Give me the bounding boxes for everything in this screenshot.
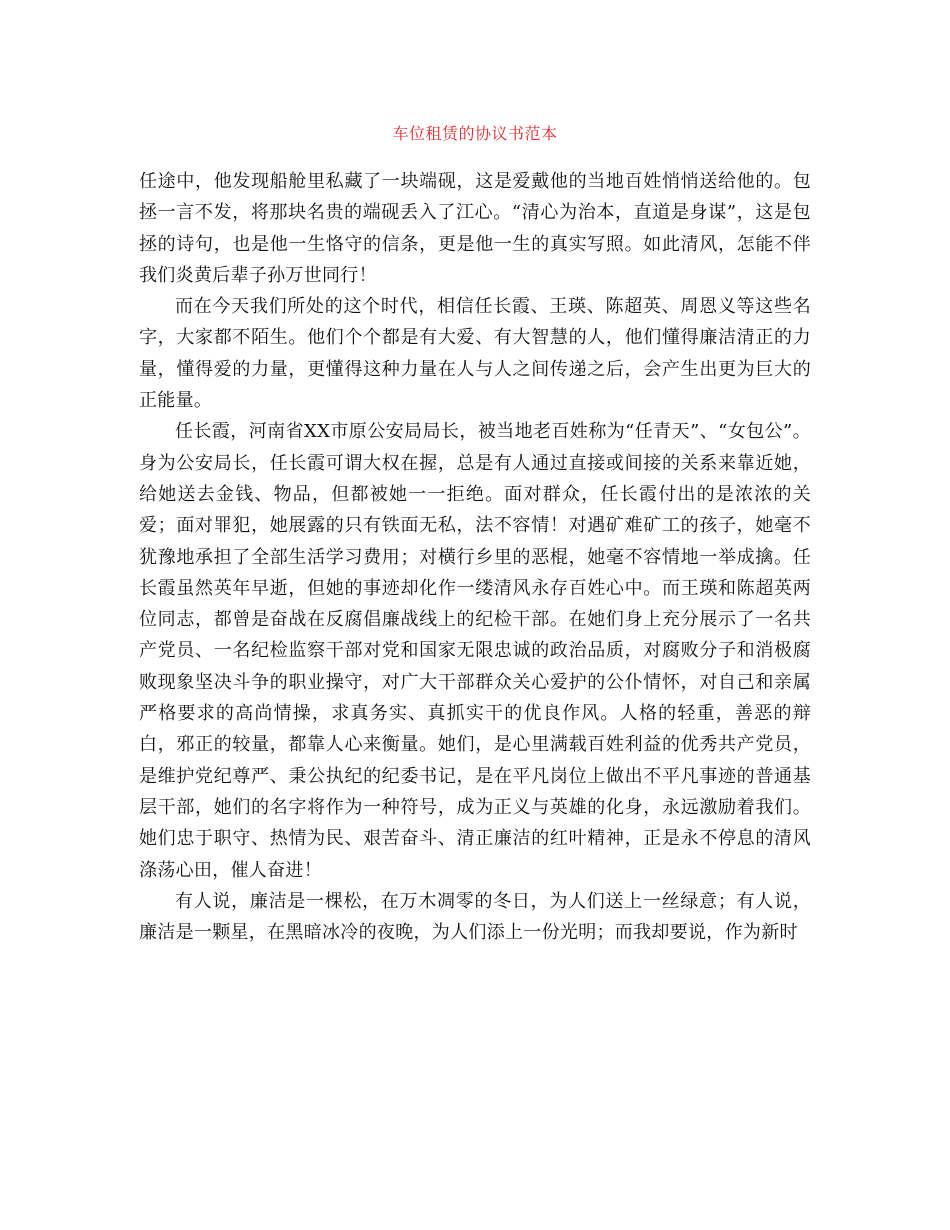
- document-body: [139, 166, 811, 948]
- paragraph-4: 有人说，廉洁是一棵松，在万木凋零的冬日，为人们送上一丝绿意；有人说，廉洁是一颗星，在黑暗冰冷的夜晚，为人们添上一份光明；而我却要说，作为新时: [139, 890, 811, 944]
- paragraph-3: 任长霞，河南省XX市原公安局局长，被当地老百姓称为“任青天”、“女包公”。身为公安局长，任长霞可谓大权在握，总是有人通过直接或间接的关系来靠近她，给她送去金钱、物品，但都被她一一拒绝。面对群众，任长霞付出的是浓浓的关爱；面对罪犯，她展露的只有铁面无私，法不容情！对遇矿难矿工的孩子，她毫不犹豫地承担了全部生活学习费用；对横行乡里的恶棍，她毫不容情地一举成擒。任长霞虽然英年早逝，但她的事迹却化作一缕清风永存百姓心中。而王瑛和陈超英两位同志，都曾是奋战在反腐倡廉战线上的纪检干部。在她们身上充分展示了一名共产党员、一名纪检监察干部对党和国家无限忠诚的政治品质，对腐败分子和消极腐败现象坚决斗争的职业操守，对广大干部群众关心爱护的公仆情怀，对自己和亲属严格要求的高尚情操，求真务实、真抓实干的优良作风。人格的轻重，善恶的辩白，邪正的较量，都靠人心来衡量。她们，是心里满载百姓利益的优秀共产党员，是维护党纪尊严、秉公执纪的纪委书记，是在平凡岗位上做出不平凡事迹的普通基层干部，她们的名字将作为一种符号，成为正义与英雄的化身，永远激励着我们。她们忠于职守、热情为民、艰苦奋斗、清正廉洁的红叶精神，正是永不停息的清风涤荡心田，催人奋进！: [139, 421, 811, 881]
- paragraph-1: 任途中，他发现船舱里私藏了一块端砚，这是爱戴他的当地百姓悄悄送给他的。包拯一言不发，将那块名贵的端砚丢入了江心。“清心为治本，直道是身谋”，这是包拯的诗句，也是他一生恪守的信条，更是他一生的真实写照。如此清风，怎能不伴我们炎黄后辈子孙万世同行！: [139, 171, 811, 286]
- document-title: 车位租赁的协议书范本: [392, 124, 558, 143]
- paragraph-2: 而在今天我们所处的这个时代，相信任长霞、王瑛、陈超英、周恩义等这些名字，大家都不陌生。他们个个都是有大爱、有大智慧的人，他们懂得廉洁清正的力量，懂得爱的力量，更懂得这种力量在人与人之间传递之后，会产生出更为巨大的正能量。: [139, 296, 811, 412]
